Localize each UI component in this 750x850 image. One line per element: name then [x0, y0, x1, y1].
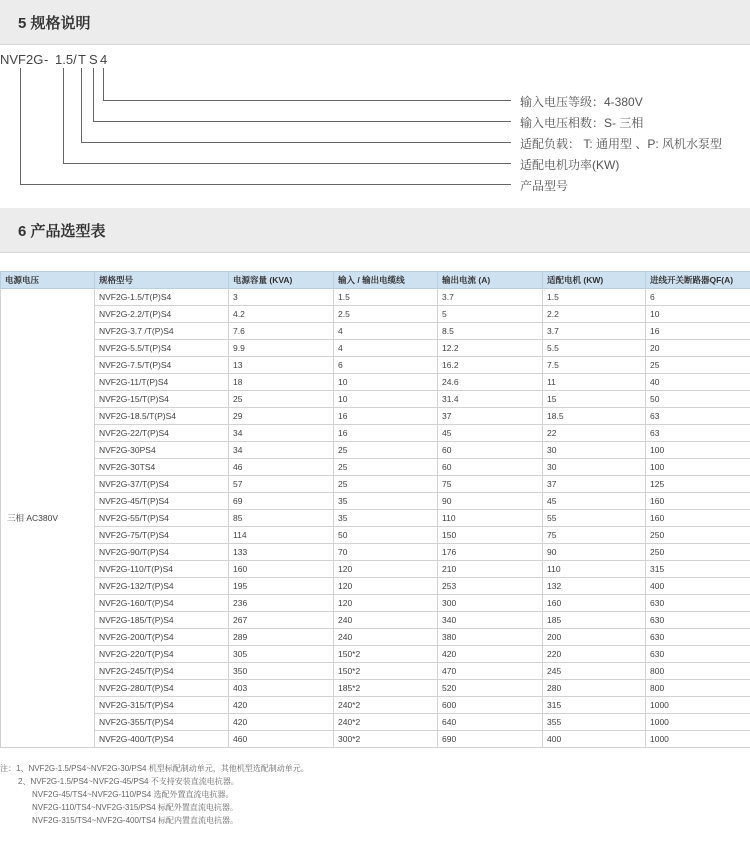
- cell-capacity: 69: [229, 493, 334, 510]
- cell-breaker: 630: [646, 629, 750, 646]
- cell-motor: 280: [543, 680, 646, 697]
- cell-model: NVF2G-18.5/T(P)S4: [95, 408, 229, 425]
- model-dash: -: [44, 52, 49, 67]
- cell-breaker: 1000: [646, 714, 750, 731]
- table-body: [1, 289, 750, 748]
- cell-current: 470: [438, 663, 543, 680]
- section-5-title: 5 规格说明: [18, 15, 91, 32]
- cell-current: 16.2: [438, 357, 543, 374]
- cell-cable: 16: [334, 408, 438, 425]
- cell-motor: 200: [543, 629, 646, 646]
- header-capacity: 电源容量 (KVA): [229, 272, 334, 289]
- cell-model: NVF2G-400/T(P)S4: [95, 731, 229, 748]
- note-line: NVF2G-110/TS4~NVF2G-315/PS4 标配外置直流电抗器。: [32, 803, 238, 812]
- cell-breaker: 630: [646, 646, 750, 663]
- table-row: [1, 442, 750, 459]
- cell-capacity: 289: [229, 629, 334, 646]
- cell-model: NVF2G-75/T(P)S4: [95, 527, 229, 544]
- cell-capacity: 85: [229, 510, 334, 527]
- cell-breaker: 6: [646, 289, 750, 306]
- selection-table: [0, 271, 750, 748]
- cell-model: NVF2G-11/T(P)S4: [95, 374, 229, 391]
- cell-cable: 4: [334, 340, 438, 357]
- cell-current: 640: [438, 714, 543, 731]
- cell-motor: 315: [543, 697, 646, 714]
- desc-phase: 输入电压相数：S- 三相: [520, 116, 644, 130]
- header-cable: 输入 / 输出电缆线: [334, 272, 438, 289]
- cell-cable: 25: [334, 442, 438, 459]
- header-breaker: 进线开关断路器QF(A): [646, 272, 750, 289]
- cell-model: NVF2G-3.7 /T(P)S4: [95, 323, 229, 340]
- cell-capacity: 350: [229, 663, 334, 680]
- cell-current: 300: [438, 595, 543, 612]
- cell-current: 600: [438, 697, 543, 714]
- cell-motor: 55: [543, 510, 646, 527]
- cell-capacity: 420: [229, 697, 334, 714]
- cell-model: NVF2G-110/T(P)S4: [95, 561, 229, 578]
- cell-capacity: 25: [229, 391, 334, 408]
- model-phase: S: [89, 52, 98, 67]
- cell-breaker: 40: [646, 374, 750, 391]
- table-row: [1, 714, 750, 731]
- desc-power: 适配电机功率(KW): [520, 158, 620, 172]
- cell-cable: 120: [334, 578, 438, 595]
- table-row: [1, 510, 750, 527]
- cell-motor: 7.5: [543, 357, 646, 374]
- cell-model: NVF2G-245/T(P)S4: [95, 663, 229, 680]
- cell-breaker: 16: [646, 323, 750, 340]
- cell-current: 520: [438, 680, 543, 697]
- cell-cable: 10: [334, 391, 438, 408]
- model-power: 1.5/: [55, 52, 77, 67]
- cell-cable: 240: [334, 629, 438, 646]
- table-row: [1, 544, 750, 561]
- section-6-title: 6 产品选型表: [18, 223, 106, 240]
- cell-breaker: 160: [646, 493, 750, 510]
- table-row: [1, 493, 750, 510]
- header-voltage: 电源电压: [1, 272, 95, 289]
- cell-capacity: 160: [229, 561, 334, 578]
- cell-motor: 2.2: [543, 306, 646, 323]
- desc-model: 产品型号: [520, 179, 569, 193]
- table-row: [1, 612, 750, 629]
- cell-model: NVF2G-5.5/T(P)S4: [95, 340, 229, 357]
- note-line: NVF2G-315/TS4~NVF2G-400/TS4 标配内置直流电抗器。: [32, 816, 239, 825]
- cell-motor: 30: [543, 459, 646, 476]
- cell-voltage: 三相 AC380V: [1, 289, 95, 748]
- cell-current: 60: [438, 442, 543, 459]
- desc-load: 适配负载： T: 通用型 、P: 风机水泵型: [520, 137, 723, 151]
- cell-model: NVF2G-37/T(P)S4: [95, 476, 229, 493]
- cell-cable: 185*2: [334, 680, 438, 697]
- cell-motor: 160: [543, 595, 646, 612]
- cell-cable: 35: [334, 493, 438, 510]
- cell-model: NVF2G-220/T(P)S4: [95, 646, 229, 663]
- table-row: [1, 425, 750, 442]
- cell-current: 253: [438, 578, 543, 595]
- cell-motor: 11: [543, 374, 646, 391]
- bracket-prefix: [20, 68, 511, 185]
- cell-capacity: 34: [229, 442, 334, 459]
- cell-breaker: 800: [646, 663, 750, 680]
- cell-cable: 150*2: [334, 646, 438, 663]
- cell-breaker: 10: [646, 306, 750, 323]
- cell-motor: 22: [543, 425, 646, 442]
- cell-capacity: 267: [229, 612, 334, 629]
- cell-model: NVF2G-55/T(P)S4: [95, 510, 229, 527]
- cell-motor: 220: [543, 646, 646, 663]
- notes: [0, 762, 309, 827]
- table-row: [1, 527, 750, 544]
- cell-cable: 10: [334, 374, 438, 391]
- cell-motor: 18.5: [543, 408, 646, 425]
- cell-current: 150: [438, 527, 543, 544]
- cell-motor: 400: [543, 731, 646, 748]
- table-header-row: [1, 272, 750, 289]
- cell-current: 380: [438, 629, 543, 646]
- table-row: [1, 408, 750, 425]
- cell-model: NVF2G-132/T(P)S4: [95, 578, 229, 595]
- cell-current: 110: [438, 510, 543, 527]
- cell-breaker: 400: [646, 578, 750, 595]
- table-row: [1, 340, 750, 357]
- cell-breaker: 250: [646, 544, 750, 561]
- cell-current: 45: [438, 425, 543, 442]
- cell-capacity: 3: [229, 289, 334, 306]
- header-model: 规格型号: [95, 272, 229, 289]
- cell-cable: 120: [334, 595, 438, 612]
- cell-motor: 75: [543, 527, 646, 544]
- cell-motor: 1.5: [543, 289, 646, 306]
- cell-current: 90: [438, 493, 543, 510]
- cell-model: NVF2G-22/T(P)S4: [95, 425, 229, 442]
- cell-model: NVF2G-185/T(P)S4: [95, 612, 229, 629]
- cell-motor: 110: [543, 561, 646, 578]
- cell-breaker: 63: [646, 425, 750, 442]
- cell-breaker: 100: [646, 442, 750, 459]
- cell-breaker: 50: [646, 391, 750, 408]
- cell-cable: 240*2: [334, 697, 438, 714]
- cell-breaker: 630: [646, 612, 750, 629]
- cell-cable: 4: [334, 323, 438, 340]
- cell-cable: 2.5: [334, 306, 438, 323]
- cell-cable: 120: [334, 561, 438, 578]
- table-row: [1, 323, 750, 340]
- cell-breaker: 25: [646, 357, 750, 374]
- cell-motor: 90: [543, 544, 646, 561]
- cell-capacity: 18: [229, 374, 334, 391]
- table-row: [1, 629, 750, 646]
- cell-model: NVF2G-90/T(P)S4: [95, 544, 229, 561]
- cell-cable: 240: [334, 612, 438, 629]
- cell-cable: 50: [334, 527, 438, 544]
- cell-cable: 300*2: [334, 731, 438, 748]
- cell-model: NVF2G-280/T(P)S4: [95, 680, 229, 697]
- cell-breaker: 63: [646, 408, 750, 425]
- cell-breaker: 20: [646, 340, 750, 357]
- cell-motor: 37: [543, 476, 646, 493]
- cell-motor: 5.5: [543, 340, 646, 357]
- section-5-header: [0, 0, 750, 45]
- cell-current: 8.5: [438, 323, 543, 340]
- cell-model: NVF2G-45/T(P)S4: [95, 493, 229, 510]
- table-row: [1, 357, 750, 374]
- cell-capacity: 13: [229, 357, 334, 374]
- cell-motor: 30: [543, 442, 646, 459]
- cell-model: NVF2G-200/T(P)S4: [95, 629, 229, 646]
- cell-capacity: 34: [229, 425, 334, 442]
- cell-capacity: 4.2: [229, 306, 334, 323]
- cell-capacity: 114: [229, 527, 334, 544]
- cell-model: NVF2G-7.5/T(P)S4: [95, 357, 229, 374]
- cell-current: 37: [438, 408, 543, 425]
- cell-motor: 185: [543, 612, 646, 629]
- cell-motor: 3.7: [543, 323, 646, 340]
- cell-capacity: 7.6: [229, 323, 334, 340]
- cell-motor: 245: [543, 663, 646, 680]
- table-row: [1, 306, 750, 323]
- cell-model: NVF2G-2.2/T(P)S4: [95, 306, 229, 323]
- cell-cable: 35: [334, 510, 438, 527]
- model-volt: 4: [100, 52, 108, 67]
- cell-cable: 6: [334, 357, 438, 374]
- table-row: [1, 731, 750, 748]
- table-row: [1, 680, 750, 697]
- table-row: [1, 289, 750, 306]
- cell-capacity: 195: [229, 578, 334, 595]
- model-prefix: NVF2G: [0, 52, 44, 67]
- cell-model: NVF2G-160/T(P)S4: [95, 595, 229, 612]
- cell-breaker: 100: [646, 459, 750, 476]
- cell-breaker: 630: [646, 595, 750, 612]
- table-row: [1, 476, 750, 493]
- table-row: [1, 391, 750, 408]
- cell-motor: 355: [543, 714, 646, 731]
- cell-capacity: 29: [229, 408, 334, 425]
- cell-model: NVF2G-1.5/T(P)S4: [95, 289, 229, 306]
- note-line: 注：1、NVF2G-1.5/PS4~NVF2G-30/PS4 机型标配制动单元，其他机型选配制动单元。: [0, 764, 309, 773]
- section-6-header: [0, 208, 750, 253]
- cell-cable: 25: [334, 459, 438, 476]
- table-row: [1, 578, 750, 595]
- model-load: T: [78, 52, 86, 67]
- table-row: [1, 561, 750, 578]
- cell-current: 340: [438, 612, 543, 629]
- cell-capacity: 403: [229, 680, 334, 697]
- cell-cable: 16: [334, 425, 438, 442]
- cell-breaker: 125: [646, 476, 750, 493]
- cell-current: 12.2: [438, 340, 543, 357]
- cell-breaker: 250: [646, 527, 750, 544]
- cell-current: 24.6: [438, 374, 543, 391]
- cell-current: 210: [438, 561, 543, 578]
- note-line: NVF2G-45/TS4~NVF2G-110/PS4 选配外置直流电抗器。: [32, 790, 234, 799]
- cell-current: 690: [438, 731, 543, 748]
- cell-model: NVF2G-355/T(P)S4: [95, 714, 229, 731]
- cell-capacity: 133: [229, 544, 334, 561]
- cell-cable: 70: [334, 544, 438, 561]
- cell-current: 5: [438, 306, 543, 323]
- desc-volt: 输入电压等级：4-380V: [520, 95, 643, 109]
- table-row: [1, 697, 750, 714]
- table-row: [1, 646, 750, 663]
- header-motor: 适配电机 (KW): [543, 272, 646, 289]
- cell-breaker: 1000: [646, 731, 750, 748]
- cell-capacity: 57: [229, 476, 334, 493]
- cell-current: 75: [438, 476, 543, 493]
- cell-capacity: 460: [229, 731, 334, 748]
- cell-current: 3.7: [438, 289, 543, 306]
- cell-current: 31.4: [438, 391, 543, 408]
- table-row: [1, 663, 750, 680]
- cell-cable: 150*2: [334, 663, 438, 680]
- cell-breaker: 160: [646, 510, 750, 527]
- note-line: 2、NVF2G-1.5/PS4~NVF2G-45/PS4 不支持安装直流电抗器。: [18, 777, 239, 786]
- cell-current: 420: [438, 646, 543, 663]
- cell-model: NVF2G-315/T(P)S4: [95, 697, 229, 714]
- cell-capacity: 420: [229, 714, 334, 731]
- cell-model: NVF2G-30TS4: [95, 459, 229, 476]
- cell-cable: 240*2: [334, 714, 438, 731]
- table-row: [1, 459, 750, 476]
- cell-motor: 45: [543, 493, 646, 510]
- cell-breaker: 315: [646, 561, 750, 578]
- cell-breaker: 800: [646, 680, 750, 697]
- table-row: [1, 374, 750, 391]
- cell-motor: 15: [543, 391, 646, 408]
- cell-current: 60: [438, 459, 543, 476]
- header-current: 输出电流 (A): [438, 272, 543, 289]
- cell-model: NVF2G-30PS4: [95, 442, 229, 459]
- cell-motor: 132: [543, 578, 646, 595]
- cell-capacity: 305: [229, 646, 334, 663]
- cell-capacity: 236: [229, 595, 334, 612]
- cell-capacity: 9.9: [229, 340, 334, 357]
- cell-current: 176: [438, 544, 543, 561]
- cell-capacity: 46: [229, 459, 334, 476]
- table-row: [1, 595, 750, 612]
- cell-cable: 25: [334, 476, 438, 493]
- cell-model: NVF2G-15/T(P)S4: [95, 391, 229, 408]
- cell-cable: 1.5: [334, 289, 438, 306]
- model-code: [0, 52, 108, 157]
- cell-breaker: 1000: [646, 697, 750, 714]
